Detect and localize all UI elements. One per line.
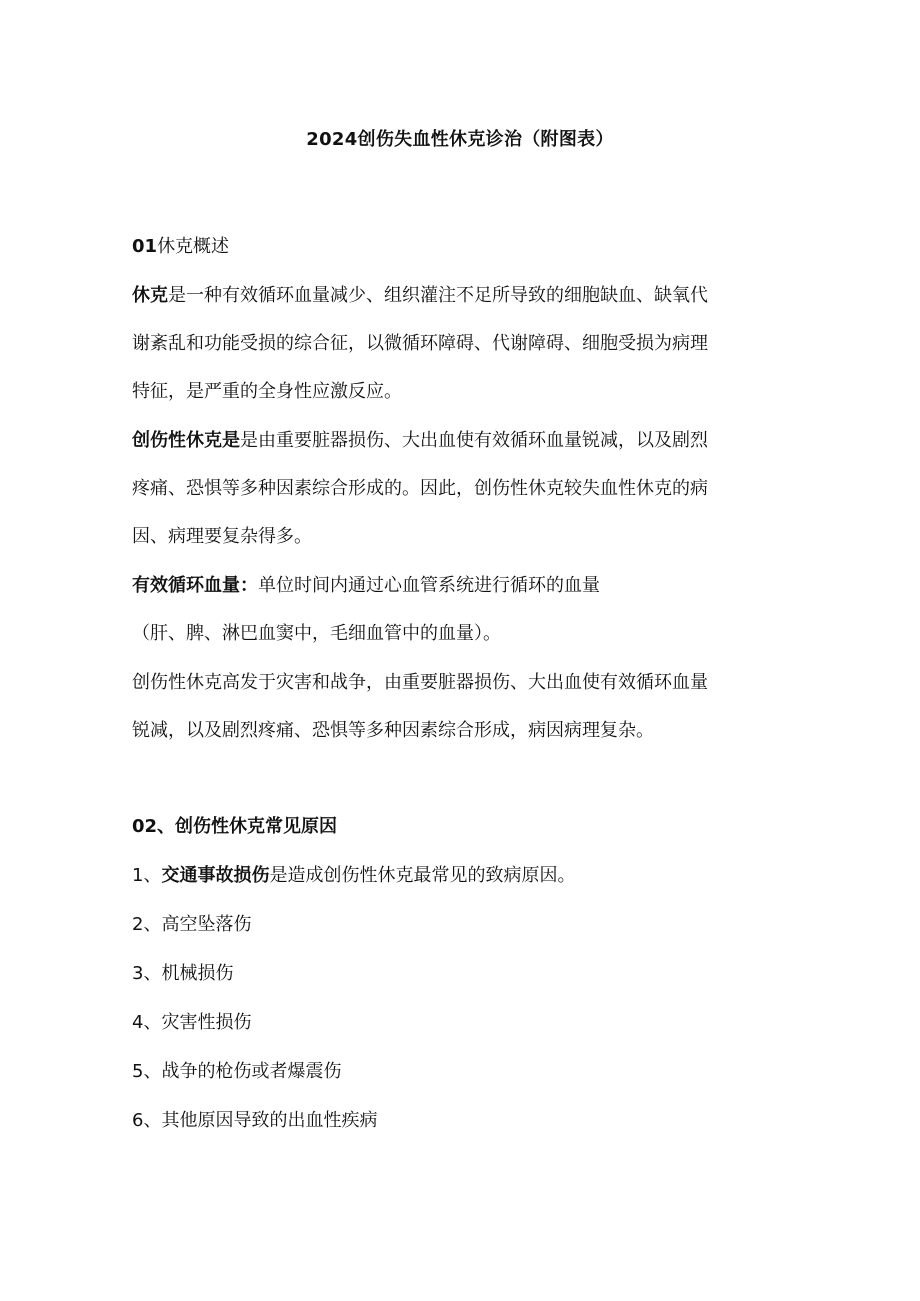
document-body bbox=[132, 233, 780, 1156]
section-2-heading: 02、创伤性休克常见原因 bbox=[132, 816, 338, 837]
list-item: 4、灾害性损伤 bbox=[132, 1012, 252, 1033]
paragraph-traumatic-shock: 创伤性休克是是由重要脏器损伤、大出血使有效循环血量锐减，以及剧烈 疼痛、恐惧等多种因素综合形成的。因此，创伤性休克较失血性休克的病 因、病理要复杂得多。 bbox=[132, 430, 708, 547]
paragraph-traumatic-shock-summary: 创伤性休克高发于灾害和战争，由重要脏器损伤、大出血使有效循环血量 锐减，以及剧烈疼痛、恐惧等多种因素综合形成，病因病理复杂。 bbox=[132, 672, 708, 741]
section-1-number: 01 bbox=[132, 236, 158, 257]
paragraph-shock-definition: 休克是一种有效循环血量减少、组织灌注不足所导致的细胞缺血、缺氧代 谢紊乱和功能受损的综合征，以微循环障碍、代谢障碍、细胞受损为病理 特征，是严重的全身性应激反应。 bbox=[132, 285, 708, 402]
paragraph-effective-circulating-volume: 有效循环血量：单位时间内通过心血管系统进行循环的血量 （肝、脾、淋巴血窦中，毛细血管中的血量）。 bbox=[132, 575, 600, 644]
term-traffic-accident: 交通事故损伤 bbox=[161, 865, 270, 886]
list-item: 1、交通事故损伤是造成创伤性休克最常见的致病原因。 bbox=[132, 865, 576, 886]
section-1-heading bbox=[132, 233, 780, 260]
list-item: 2、高空坠落伤 bbox=[132, 914, 252, 935]
term-effective-volume: 有效循环血量： bbox=[132, 575, 258, 596]
section-1-title: 休克概述 bbox=[157, 236, 230, 257]
list-item: 5、战争的枪伤或者爆震伤 bbox=[132, 1061, 342, 1082]
document-title: 2024创伤失血性休克诊治（附图表） bbox=[306, 129, 614, 150]
list-item: 6、其他原因导致的出血性疾病 bbox=[132, 1110, 378, 1131]
term-shock: 休克 bbox=[132, 285, 168, 306]
term-traumatic-shock: 创伤性休克是 bbox=[132, 430, 240, 451]
list-item: 3、机械损伤 bbox=[132, 963, 234, 984]
